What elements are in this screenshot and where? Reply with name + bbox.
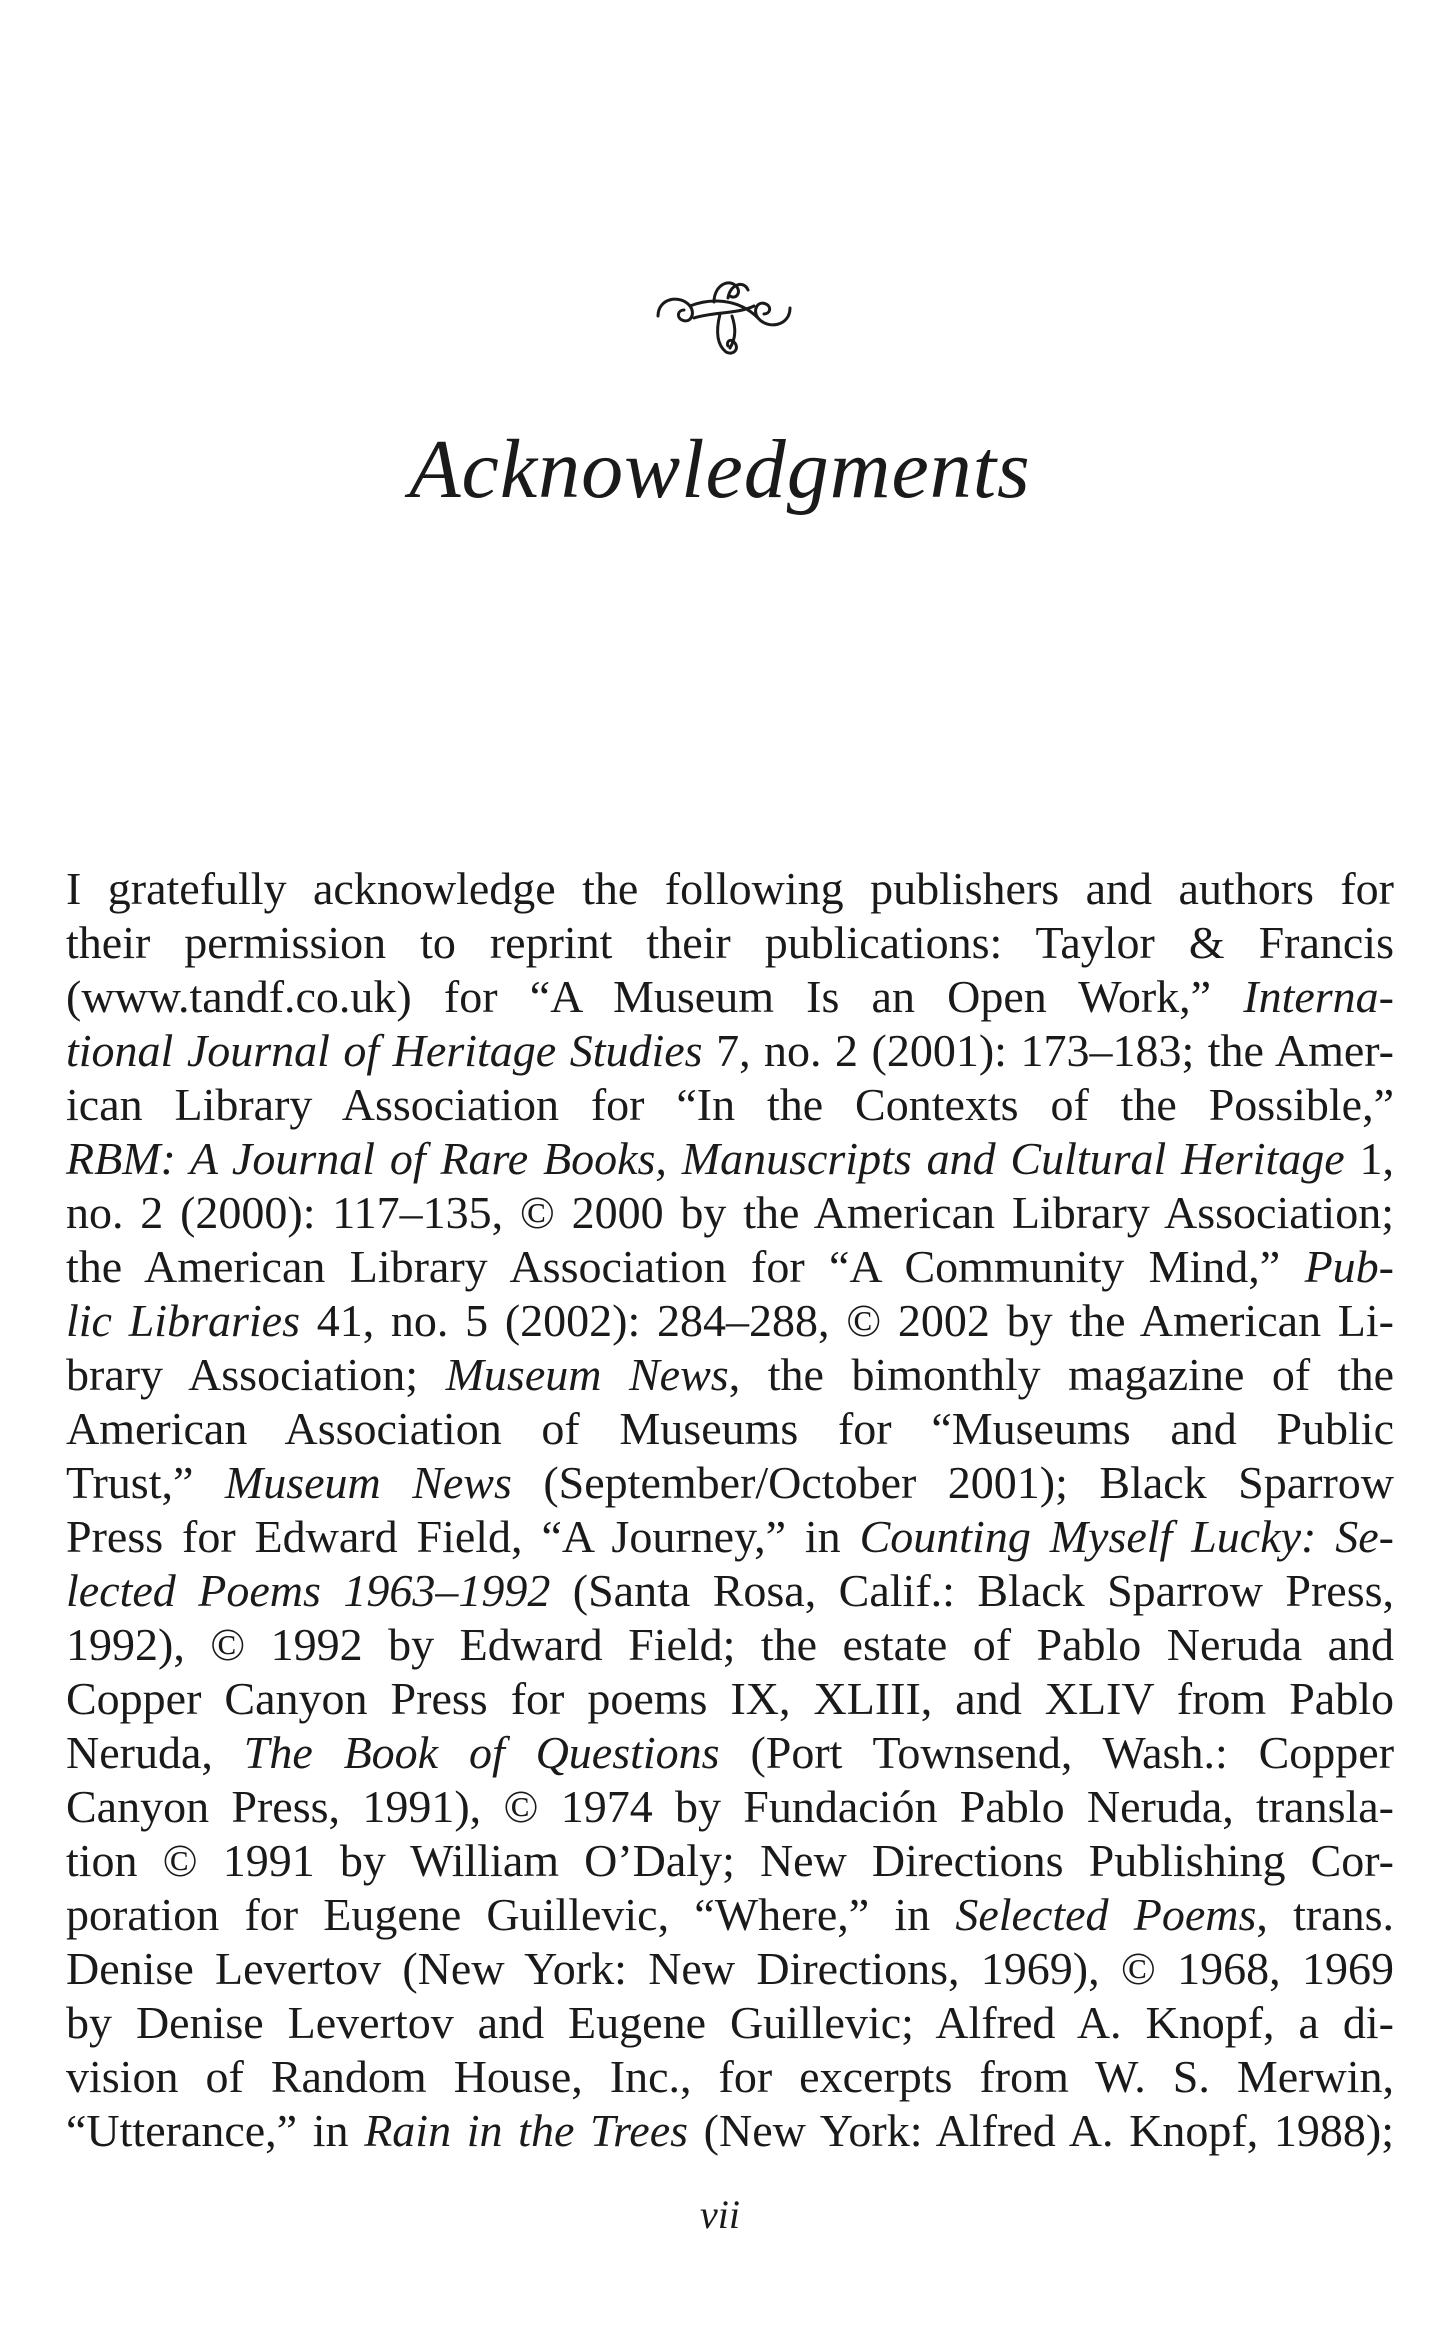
text-line: [66, 1888, 1394, 1942]
text-run: by Denise Levertov and Eugene Guillevic; Alfred A. Knopf, a di-: [66, 1997, 1394, 2048]
italic-title: Rain in the Trees: [364, 2105, 689, 2156]
italic-title: Selected Poems: [955, 1889, 1257, 1940]
text-run: , the bimonthly magazine of the: [728, 1349, 1394, 1400]
text-line: [66, 1024, 1394, 1078]
text-line: [66, 1132, 1394, 1186]
text-run: 1,: [1344, 1133, 1394, 1184]
text-line: [66, 1564, 1394, 1618]
text-run: Canyon Press, 1991), © 1974 by Fundación Pablo Neruda, transla-: [66, 1781, 1394, 1832]
text-run: Denise Levertov (New York: New Directions, 1969), © 1968, 1969: [66, 1943, 1394, 1994]
text-run: poration for Eugene Guillevic, “Where,” in: [66, 1889, 956, 1940]
italic-title: Counting Myself Lucky: Se-: [859, 1511, 1394, 1562]
text-line: [66, 1996, 1394, 2050]
fleuron-icon: [650, 268, 798, 358]
italic-title: Museum News: [445, 1349, 729, 1400]
text-line: [66, 1510, 1394, 1564]
text-run: no. 2 (2000): 117–135, © 2000 by the American Library Association;: [66, 1187, 1394, 1238]
text-run: 1992), © 1992 by Edward Field; the estate of Pablo Neruda and: [66, 1619, 1394, 1670]
italic-title: Pub-: [1304, 1241, 1394, 1292]
text-run: (Santa Rosa, Calif.: Black Sparrow Press,: [550, 1565, 1394, 1616]
text-line: [66, 2104, 1394, 2158]
text-run: the American Library Association for “A Community Mind,”: [66, 1241, 1305, 1292]
text-run: , trans.: [1256, 1889, 1394, 1940]
italic-title: Interna-: [1243, 971, 1394, 1022]
text-line: [66, 1240, 1394, 1294]
text-line: [66, 1186, 1394, 1240]
text-run: Copper Canyon Press for poems IX, XLIII, and XLIV from Pablo: [66, 1673, 1394, 1724]
text-line: [66, 1402, 1394, 1456]
acknowledgments-paragraph: [66, 862, 1394, 2158]
italic-title: tional Journal of Heritage Studies: [66, 1025, 703, 1076]
text-run: ican Library Association for “In the Contexts of the Possible,”: [66, 1079, 1394, 1130]
text-run: 41, no. 5 (2002): 284–288, © 2002 by the American Li-: [299, 1295, 1394, 1346]
text-line: [66, 862, 1394, 916]
text-line: [66, 1672, 1394, 1726]
italic-title: The Book of Questions: [243, 1727, 720, 1778]
text-run: I gratefully acknowledge the following publishers and authors for: [66, 863, 1394, 914]
text-line: [66, 1780, 1394, 1834]
text-line: [66, 1348, 1394, 1402]
italic-title: RBM: A Journal of Rare Books, Manuscripts and Cultural Heritage: [66, 1133, 1345, 1184]
text-line: [66, 1834, 1394, 1888]
text-line: [66, 1618, 1394, 1672]
text-line: [66, 1078, 1394, 1132]
text-run: (www.tandf.co.uk) for “A Museum Is an Open Work,”: [66, 971, 1244, 1022]
text-run: Press for Edward Field, “A Journey,” in: [66, 1511, 860, 1562]
italic-title: lic Libraries: [66, 1295, 300, 1346]
text-line: [66, 1726, 1394, 1780]
text-run: “Utterance,” in: [66, 2105, 365, 2156]
text-run: vision of Random House, Inc., for excerpts from W. S. Merwin,: [66, 2051, 1394, 2102]
page-title: Acknowledgments: [409, 423, 1031, 516]
text-line: [66, 2050, 1394, 2104]
text-run: American Association of Museums for “Museums and Public: [66, 1403, 1394, 1454]
text-run: 7, no. 2 (2001): 173–183; the Amer-: [702, 1025, 1394, 1076]
italic-title: Museum News: [224, 1457, 512, 1508]
text-run: (September/October 2001); Black Sparrow: [511, 1457, 1394, 1508]
text-line: [66, 970, 1394, 1024]
text-run: Neruda,: [66, 1727, 244, 1778]
text-run: Trust,”: [66, 1457, 225, 1508]
text-run: brary Association;: [66, 1349, 446, 1400]
text-run: tion © 1991 by William O’Daly; New Directions Publishing Cor-: [66, 1835, 1394, 1886]
text-line: [66, 1294, 1394, 1348]
text-line: [66, 1456, 1394, 1510]
text-run: (Port Townsend, Wash.: Copper: [719, 1727, 1395, 1778]
page-number: vii: [700, 2192, 740, 2237]
text-run: (New York: Alfred A. Knopf, 1988);: [688, 2105, 1394, 2156]
text-line: [66, 916, 1394, 970]
text-run: their permission to reprint their publications: Taylor & Francis: [66, 917, 1394, 968]
italic-title: lected Poems 1963–1992: [66, 1565, 551, 1616]
text-line: [66, 1942, 1394, 1996]
